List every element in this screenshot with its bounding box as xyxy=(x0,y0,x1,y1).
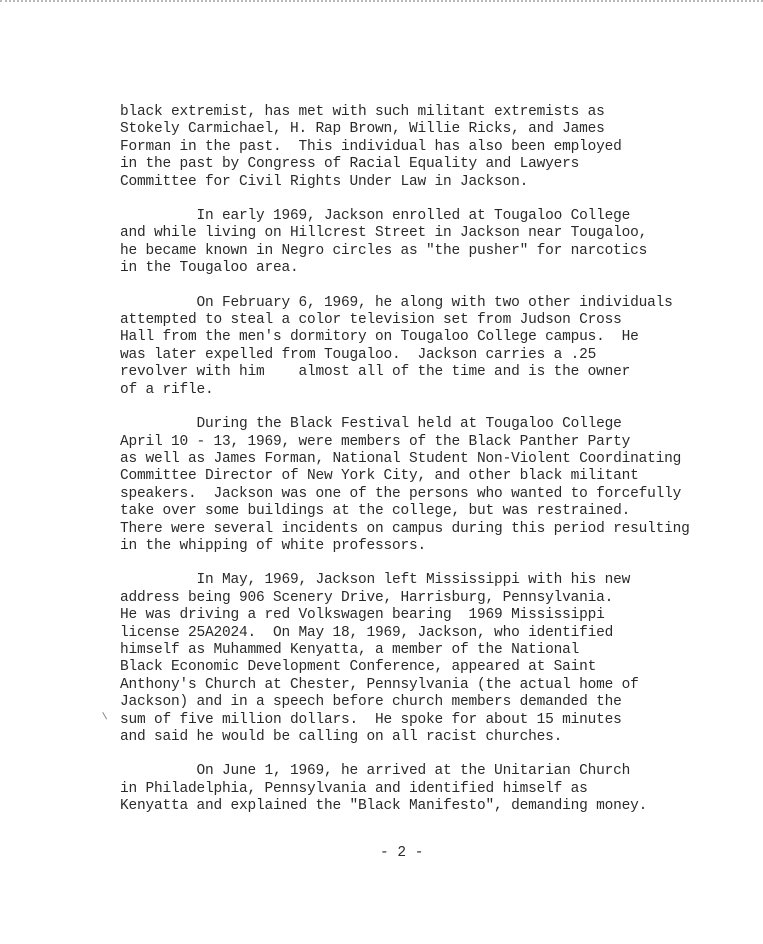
paragraph-5 xyxy=(120,572,740,746)
page-number: - 2 - xyxy=(380,845,424,861)
text-line: In May, 1969, Jackson left Mississippi with his new xyxy=(120,572,631,589)
paragraph-4 xyxy=(120,416,740,555)
text-line: Kenyatta and explained the "Black Manifesto", demanding money. xyxy=(120,798,648,815)
paragraph-3 xyxy=(120,295,740,399)
text-line: Anthony's Church at Chester, Pennsylvania (the actual home of xyxy=(120,676,639,693)
text-line: There were several incidents on campus during this period resulting xyxy=(120,520,690,537)
paragraph-1 xyxy=(120,104,740,191)
text-line: in the whipping of white professors. xyxy=(120,537,427,554)
text-line: In early 1969, Jackson enrolled at Tougaloo College xyxy=(120,208,631,225)
text-line: April 10 - 13, 1969, were members of the Black Panther Party xyxy=(120,433,631,450)
text-line: and while living on Hillcrest Street in Jackson near Tougaloo, xyxy=(120,225,648,242)
text-line: revolver with him almost all of the time and is the owner xyxy=(120,364,631,381)
text-line: address being 906 Scenery Drive, Harrisburg, Pennsylvania. xyxy=(120,589,614,606)
text-line: Hall from the men's dormitory on Tougaloo College campus. He xyxy=(120,329,639,346)
text-line: in Philadelphia, Pennsylvania and identified himself as xyxy=(120,780,588,797)
text-line: On June 1, 1969, he arrived at the Unitarian Church xyxy=(120,763,631,780)
text-line: and said he would be calling on all racist churches. xyxy=(120,729,563,745)
text-line: was later expelled from Tougaloo. Jackson carries a .25 xyxy=(120,346,597,363)
page-top-edge xyxy=(0,0,763,8)
text-line: Stokely Carmichael, H. Rap Brown, Willie Ricks, and James xyxy=(120,121,605,138)
text-line: attempted to steal a color television set from Judson Cross xyxy=(120,312,622,329)
text-line: Forman in the past. This individual has also been employed xyxy=(120,138,622,155)
document-body xyxy=(120,104,740,833)
text-line: in the Tougaloo area. xyxy=(120,260,299,277)
text-line: Committee Director of New York City, and other black militant xyxy=(120,468,639,485)
text-line: Committee for Civil Rights Under Law in Jackson. xyxy=(120,173,529,190)
text-line: take over some buildings at the college, but was restrained. xyxy=(120,503,631,520)
text-line: as well as James Forman, National Student Non-Violent Coordinating xyxy=(120,450,682,467)
text-line: sum of five million dollars. He spoke for about 15 minutes xyxy=(120,711,622,728)
text-line: He was driving a red Volkswagen bearing 1969 Mississippi xyxy=(120,607,605,624)
text-line: During the Black Festival held at Tougaloo College xyxy=(120,416,622,433)
paragraph-6 xyxy=(120,763,740,815)
margin-mark xyxy=(102,711,109,720)
text-line: On February 6, 1969, he along with two other individuals xyxy=(120,294,673,311)
text-line: himself as Muhammed Kenyatta, a member of the National xyxy=(120,641,580,658)
text-line: he became known in Negro circles as "the pusher" for narcotics xyxy=(120,242,648,259)
text-line: license 25A2024. On May 18, 1969, Jackson, who identified xyxy=(120,624,614,641)
text-line: in the past by Congress of Racial Equality and Lawyers xyxy=(120,156,580,173)
text-line: Jackson) and in a speech before church members demanded the xyxy=(120,694,622,711)
text-line: of a rifle. xyxy=(120,381,214,398)
text-line: speakers. Jackson was one of the persons who wanted to forcefully xyxy=(120,485,682,502)
paragraph-2 xyxy=(120,208,740,278)
text-line: Black Economic Development Conference, appeared at Saint xyxy=(120,659,597,676)
text-line: black extremist, has met with such militant extremists as xyxy=(120,104,605,120)
